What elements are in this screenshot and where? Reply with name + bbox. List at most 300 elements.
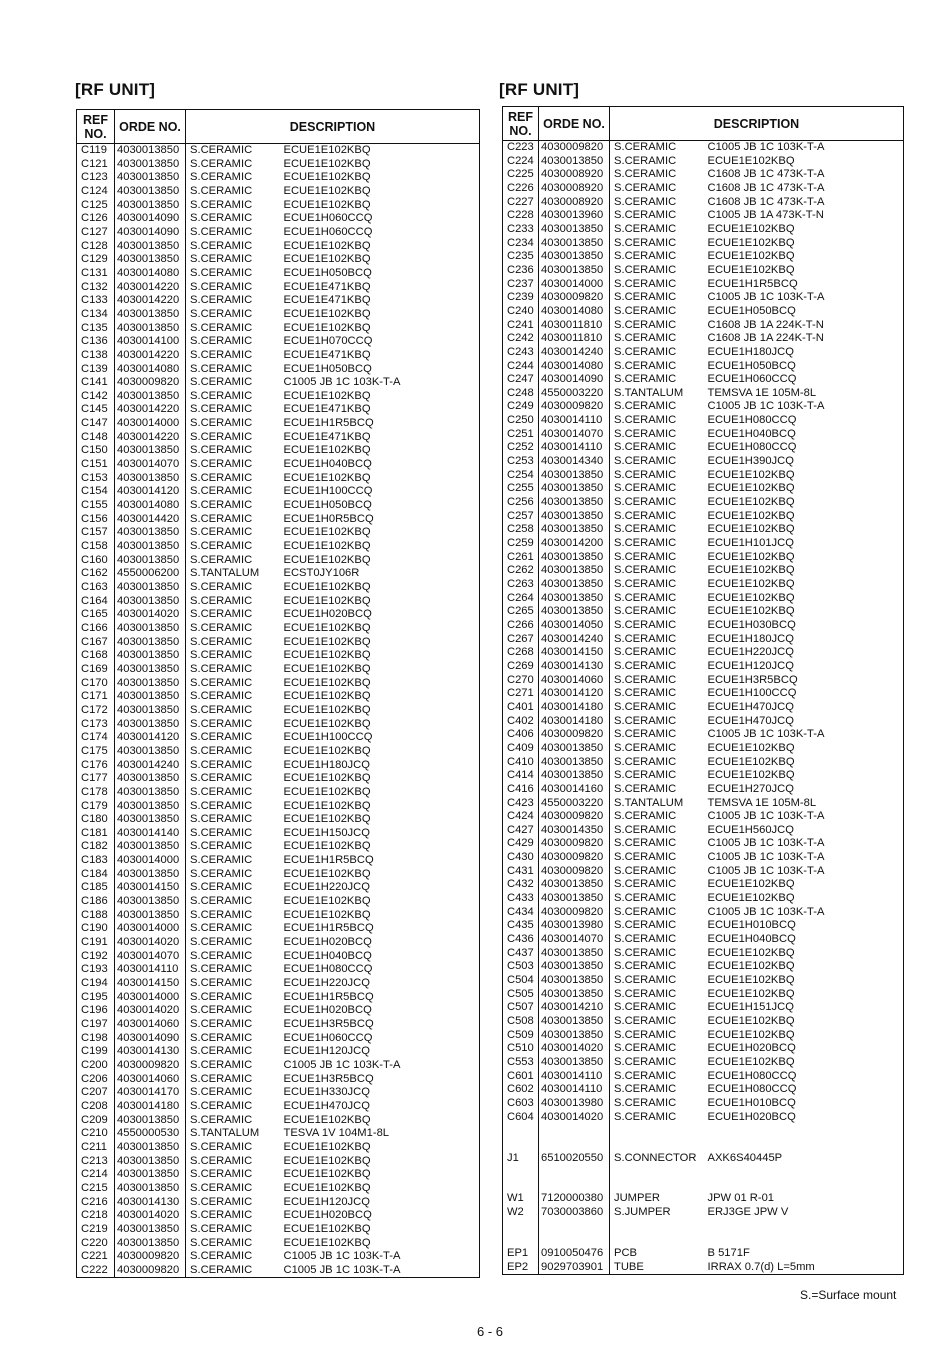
part-type-cell: S.CERAMIC xyxy=(614,864,677,877)
order-no-cell: 4030013850 xyxy=(115,813,186,827)
order-no-cell: 4030014080 xyxy=(539,305,610,319)
order-no-cell xyxy=(539,1220,610,1234)
table-row xyxy=(77,813,480,827)
table-row xyxy=(77,567,480,581)
description-cell: ECUE1E102KBQ xyxy=(283,621,371,634)
order-no-cell: 4550000530 xyxy=(115,1127,186,1141)
order-no-cell: 4030014180 xyxy=(539,715,610,729)
part-type-cell: S.CERAMIC xyxy=(190,1263,253,1276)
description-cell: ECUE1H050BCQ xyxy=(283,266,372,279)
table-row xyxy=(503,633,904,647)
ref-no-cell: C125 xyxy=(77,199,115,213)
order-no-cell: 4030013850 xyxy=(115,171,186,185)
order-no-cell: 4030013850 xyxy=(115,185,186,199)
ref-no-cell: C242 xyxy=(503,332,539,346)
part-type-cell: S.CERAMIC xyxy=(190,171,253,184)
ref-no-cell: C197 xyxy=(77,1018,115,1032)
part-type-cell: S.CERAMIC xyxy=(614,332,677,345)
part-type-cell: S.CERAMIC xyxy=(190,936,253,949)
ref-no-cell: C186 xyxy=(77,895,115,909)
ref-no-cell: C207 xyxy=(77,1086,115,1100)
table-row xyxy=(77,335,480,349)
description-cell: ECUE1H220JCQ xyxy=(707,646,794,659)
description-cell: ECUE1H560JCQ xyxy=(707,823,794,836)
table-row xyxy=(77,458,480,472)
ref-no-cell: C136 xyxy=(77,335,115,349)
order-no-cell: 4030014090 xyxy=(115,212,186,226)
ref-no-cell: C211 xyxy=(77,1141,115,1155)
table-row xyxy=(77,1073,480,1087)
order-no-cell: 4030014120 xyxy=(115,731,186,745)
table-row xyxy=(503,1029,904,1043)
order-no-cell: 4030013850 xyxy=(115,649,186,663)
table-row xyxy=(77,144,480,158)
description-cell: ECUE1H060CCQ xyxy=(707,373,797,386)
part-type-cell: S.CERAMIC xyxy=(614,181,677,194)
description-cell xyxy=(704,1220,904,1234)
table-row xyxy=(77,1059,480,1073)
table-row xyxy=(503,728,904,742)
description-cell: ECUE1H020BCQ xyxy=(707,1110,796,1123)
table-row xyxy=(503,141,904,155)
table-row xyxy=(503,346,904,360)
table-row xyxy=(503,919,904,933)
description-cell: ERJ3GE JPW V xyxy=(707,1206,789,1219)
part-type-cell: S.CERAMIC xyxy=(614,550,677,563)
ref-no-cell: C553 xyxy=(503,1056,539,1070)
order-no-cell: 4030009820 xyxy=(539,141,610,155)
ref-no-cell xyxy=(503,1138,539,1152)
table-row xyxy=(77,991,480,1005)
ref-no-cell: C171 xyxy=(77,690,115,704)
description-cell: ECUE1E102KBQ xyxy=(707,1015,795,1027)
table-row xyxy=(503,428,904,442)
ref-no-cell: C225 xyxy=(503,168,539,182)
right-section-title: [RF UNIT] xyxy=(499,80,580,99)
order-no-cell: 4030014110 xyxy=(539,414,610,428)
description-cell: ECUE1E102KBQ xyxy=(283,1140,371,1153)
order-no-cell: 4030014220 xyxy=(115,281,186,295)
description-cell: C1608 JB 1A 224K-T-N xyxy=(707,332,824,345)
part-type-cell: S.CERAMIC xyxy=(614,209,677,222)
description-cell: ECUE1H080CCQ xyxy=(283,963,373,976)
table-row xyxy=(77,1018,480,1032)
part-type-cell: S.CERAMIC xyxy=(190,1168,253,1181)
table-row xyxy=(503,1206,904,1220)
table-row xyxy=(77,322,480,336)
table-row xyxy=(77,540,480,554)
description-cell: C1005 JB 1A 473K-T-N xyxy=(707,209,824,222)
part-type-cell: S.CERAMIC xyxy=(614,482,677,495)
description-cell: ECUE1H040BCQ xyxy=(707,933,796,946)
order-no-cell: 4030014120 xyxy=(115,485,186,499)
table-row xyxy=(503,1247,904,1261)
ref-no-cell: C176 xyxy=(77,759,115,773)
description-cell: ECUE1E471KBQ xyxy=(283,280,371,293)
part-type-cell: S.CERAMIC xyxy=(614,673,677,686)
order-no-cell: 4030014090 xyxy=(115,1032,186,1046)
order-no-cell: 4030008920 xyxy=(539,168,610,182)
table-row xyxy=(77,1004,480,1018)
description-cell: ECUE1E102KBQ xyxy=(283,840,371,853)
part-type-cell: S.CERAMIC xyxy=(190,499,253,512)
order-no-cell xyxy=(539,1124,610,1138)
table-row xyxy=(503,400,904,414)
table-row xyxy=(503,155,904,169)
part-type-cell: S.CERAMIC xyxy=(190,703,253,716)
part-type-cell: S.CERAMIC xyxy=(614,933,677,946)
ref-no-cell: C252 xyxy=(503,441,539,455)
ref-no-cell: C508 xyxy=(503,1015,539,1029)
description-cell: ECUE1H180JCQ xyxy=(283,758,370,771)
order-no-cell: 4030014020 xyxy=(539,1111,610,1125)
part-type-cell: S.CERAMIC xyxy=(190,881,253,894)
description-cell: ECUE1E102KBQ xyxy=(283,635,371,648)
table-row xyxy=(77,690,480,704)
ref-no-cell: C256 xyxy=(503,496,539,510)
order-no-cell: 4030013850 xyxy=(115,554,186,568)
order-no-cell: 4030014080 xyxy=(115,363,186,377)
table-row xyxy=(503,1138,904,1152)
description-cell: ECUE1H080CCQ xyxy=(707,1083,797,1096)
description-cell: ECUE1E102KBQ xyxy=(707,222,795,235)
description-cell: ECUE1H390JCQ xyxy=(707,455,794,468)
table-row xyxy=(503,619,904,633)
description-cell: ECST0JY106R xyxy=(283,567,360,580)
ref-no-cell: C247 xyxy=(503,373,539,387)
order-no-cell: 4030013850 xyxy=(115,690,186,704)
description-cell: ECUE1E102KBQ xyxy=(283,1236,371,1249)
ref-no-cell: C126 xyxy=(77,212,115,226)
table-row xyxy=(503,237,904,251)
ref-no-header: REF NO. xyxy=(503,107,539,141)
description-cell: ECUE1E102KBQ xyxy=(283,144,371,156)
part-type-cell: S.CERAMIC xyxy=(614,318,677,331)
ref-no-cell: C157 xyxy=(77,526,115,540)
ref-no-cell: C170 xyxy=(77,677,115,691)
part-type-cell: S.CERAMIC xyxy=(190,403,253,416)
order-no-cell xyxy=(539,1138,610,1152)
part-type-cell: S.CERAMIC xyxy=(190,157,253,170)
table-row xyxy=(77,895,480,909)
part-type-cell: S.TANTALUM xyxy=(190,1127,260,1140)
order-no-cell: 4030013850 xyxy=(115,622,186,636)
part-type-cell: S.CERAMIC xyxy=(190,266,253,279)
order-no-cell: 4030013850 xyxy=(539,769,610,783)
part-type-cell: S.CERAMIC xyxy=(190,608,253,621)
table-row xyxy=(503,1179,904,1193)
order-no-cell: 4030013850 xyxy=(539,237,610,251)
order-no-cell: 4030014150 xyxy=(539,646,610,660)
order-no-cell: 4030011810 xyxy=(539,332,610,346)
order-no-cell: 4030014180 xyxy=(539,701,610,715)
description-cell: ECUE1E102KBQ xyxy=(283,321,371,334)
order-no-cell: 4030014060 xyxy=(115,1018,186,1032)
part-type-cell: S.CERAMIC xyxy=(614,782,677,795)
description-cell: ECUE1H100CCQ xyxy=(283,485,373,498)
order-no-cell: 4030014110 xyxy=(539,1070,610,1084)
description-cell: C1005 JB 1C 103K-T-A xyxy=(283,1250,401,1263)
part-type-cell: S.CERAMIC xyxy=(190,1209,253,1222)
part-type-cell: S.CERAMIC xyxy=(614,987,677,1000)
description-cell: TEMSVA 1E 105M-8L xyxy=(707,386,817,399)
description-cell: ECUE1E102KBQ xyxy=(707,974,795,987)
ref-no-cell: C158 xyxy=(77,540,115,554)
table-row xyxy=(77,622,480,636)
order-no-cell: 4030014000 xyxy=(115,854,186,868)
order-no-cell: 4030013850 xyxy=(115,322,186,336)
order-no-cell: 4030009820 xyxy=(115,376,186,390)
order-no-cell: 4030013850 xyxy=(539,1029,610,1043)
ref-no-cell: C184 xyxy=(77,868,115,882)
order-no-cell: 4030014180 xyxy=(115,1100,186,1114)
part-type-cell: S.CERAMIC xyxy=(190,512,253,525)
table-row xyxy=(77,800,480,814)
description-cell: C1608 JB 1C 473K-T-A xyxy=(707,195,825,208)
part-type-cell: S.CERAMIC xyxy=(614,236,677,249)
ref-no-cell: C436 xyxy=(503,933,539,947)
part-type-cell: S.CERAMIC xyxy=(614,892,677,905)
ref-no-cell: C208 xyxy=(77,1100,115,1114)
part-type-cell: S.CERAMIC xyxy=(614,878,677,891)
order-no-cell: 4030013980 xyxy=(539,919,610,933)
ref-no-cell: C163 xyxy=(77,581,115,595)
table-row xyxy=(503,1070,904,1084)
ref-no-cell: C431 xyxy=(503,865,539,879)
part-type-cell xyxy=(610,1179,704,1193)
table-row xyxy=(503,1083,904,1097)
ref-no-cell: C209 xyxy=(77,1114,115,1128)
order-no-cell: 4030014240 xyxy=(539,346,610,360)
description-cell xyxy=(704,1165,904,1179)
order-no-cell: 4030014060 xyxy=(115,1073,186,1087)
part-type-cell: S.CERAMIC xyxy=(614,659,677,672)
table-row xyxy=(503,441,904,455)
description-cell: ECUE1H020BCQ xyxy=(283,1004,372,1017)
description-cell: ECUE1H080CCQ xyxy=(707,414,797,427)
part-type-cell: S.CERAMIC xyxy=(190,977,253,990)
order-no-cell: 4030009820 xyxy=(115,1250,186,1264)
table-row xyxy=(77,1223,480,1237)
description-cell: ECUE1H120JCQ xyxy=(283,1045,370,1058)
table-row xyxy=(77,1155,480,1169)
part-type-cell: S.CERAMIC xyxy=(614,400,677,413)
table-row xyxy=(77,1114,480,1128)
description-cell: ECUE1H1R5BCQ xyxy=(283,990,374,1003)
part-type-cell: S.CERAMIC xyxy=(190,662,253,675)
part-type-cell: S.CERAMIC xyxy=(614,769,677,782)
table-row xyxy=(503,360,904,374)
order-no-cell: 4030013850 xyxy=(115,840,186,854)
order-no-cell: 4030013850 xyxy=(539,742,610,756)
order-no-cell: 4030013850 xyxy=(539,510,610,524)
ref-no-cell: C604 xyxy=(503,1111,539,1125)
ref-no-cell: C507 xyxy=(503,1001,539,1015)
description-cell: ECUE1E102KBQ xyxy=(283,799,371,812)
table-row xyxy=(503,674,904,688)
ref-no-cell: C183 xyxy=(77,854,115,868)
part-type-cell: S.CERAMIC xyxy=(614,823,677,836)
ref-no-cell: C127 xyxy=(77,226,115,240)
table-row xyxy=(503,523,904,537)
order-no-cell: 4030014110 xyxy=(539,441,610,455)
ref-no-cell: J1 xyxy=(503,1152,539,1166)
description-cell: ECUE1E102KBQ xyxy=(707,892,795,905)
description-header: DESCRIPTION xyxy=(610,107,904,141)
part-type-cell: S.CERAMIC xyxy=(614,1069,677,1082)
part-type-cell: S.CERAMIC xyxy=(614,496,677,509)
order-no-cell: 4030013850 xyxy=(539,1056,610,1070)
part-type-cell xyxy=(610,1233,704,1247)
description-cell: ECUE1E102KBQ xyxy=(283,772,371,785)
order-no-cell: 4030014200 xyxy=(539,537,610,551)
ref-no-cell: C432 xyxy=(503,878,539,892)
description-cell: ECUE1E102KBQ xyxy=(283,307,371,320)
part-type-cell: S.CERAMIC xyxy=(614,687,677,700)
ref-no-cell: C227 xyxy=(503,196,539,210)
description-cell xyxy=(704,1124,904,1138)
ref-no-cell: C218 xyxy=(77,1209,115,1223)
description-cell: TESVA 1V 104M1-8L xyxy=(283,1127,390,1140)
order-no-cell: 4030009820 xyxy=(539,865,610,879)
ref-no-cell: C406 xyxy=(503,728,539,742)
table-row xyxy=(503,906,904,920)
description-cell: ECUE1E102KBQ xyxy=(707,578,795,590)
description-cell: ECUE1E102KBQ xyxy=(283,1154,371,1167)
part-type-cell: S.CERAMIC xyxy=(614,728,677,741)
description-cell: ECUE1E471KBQ xyxy=(283,430,371,443)
description-cell: ECUE1E102KBQ xyxy=(707,769,795,782)
description-cell: ECUE1H020BCQ xyxy=(707,1042,796,1055)
description-cell: ECUE1E102KBQ xyxy=(707,550,795,563)
ref-no-cell: C401 xyxy=(503,701,539,715)
order-no-cell: 4030014060 xyxy=(539,674,610,688)
part-type-cell: S.CERAMIC xyxy=(190,1154,253,1167)
order-no-cell: 4030013850 xyxy=(539,605,610,619)
ref-no-cell: C141 xyxy=(77,376,115,390)
description-cell: ECUE1E102KBQ xyxy=(707,468,795,481)
part-type-cell: S.CERAMIC xyxy=(190,963,253,976)
part-type-cell: S.CERAMIC xyxy=(190,553,253,566)
order-no-cell: 4030013850 xyxy=(539,974,610,988)
description-cell: ECUE1E102KBQ xyxy=(283,526,371,539)
table-row xyxy=(77,608,480,622)
order-no-cell: 4550003220 xyxy=(539,797,610,811)
ref-no-cell: C128 xyxy=(77,240,115,254)
ref-no-cell: C131 xyxy=(77,267,115,281)
order-no-cell: 4030014070 xyxy=(539,428,610,442)
description-cell: ECUE1E102KBQ xyxy=(283,171,371,184)
order-no-cell: 4030013850 xyxy=(539,469,610,483)
order-no-cell: 7120000380 xyxy=(539,1192,610,1206)
ref-no-cell: C193 xyxy=(77,963,115,977)
description-cell: ECUE1H470JCQ xyxy=(283,1099,370,1112)
table-row xyxy=(503,715,904,729)
table-row xyxy=(77,403,480,417)
part-type-cell: S.CERAMIC xyxy=(190,895,253,908)
ref-no-cell: C224 xyxy=(503,155,539,169)
description-cell: ECUE1H060CCQ xyxy=(283,1031,373,1044)
part-type-cell: S.CERAMIC xyxy=(190,198,253,211)
ref-no-cell xyxy=(503,1179,539,1193)
part-type-cell: S.CERAMIC xyxy=(614,359,677,372)
ref-no-cell: C132 xyxy=(77,281,115,295)
description-cell: ECUE1E102KBQ xyxy=(283,1181,371,1194)
description-cell: ECUE1E102KBQ xyxy=(283,1113,371,1126)
table-row xyxy=(77,881,480,895)
order-no-cell: 4030013850 xyxy=(115,800,186,814)
ref-no-cell: C138 xyxy=(77,349,115,363)
order-no-cell: 4030014000 xyxy=(115,922,186,936)
part-type-cell: S.CERAMIC xyxy=(614,605,677,618)
ref-no-cell: C601 xyxy=(503,1070,539,1084)
table-row xyxy=(503,947,904,961)
ref-no-cell: C199 xyxy=(77,1045,115,1059)
ref-no-cell: C180 xyxy=(77,813,115,827)
description-cell: C1608 JB 1A 224K-T-N xyxy=(707,318,824,331)
ref-no-cell: C155 xyxy=(77,499,115,513)
part-type-cell: S.CERAMIC xyxy=(190,649,253,662)
ref-no-cell: C195 xyxy=(77,991,115,1005)
table-row xyxy=(503,387,904,401)
part-type-cell: S.CERAMIC xyxy=(614,1015,677,1027)
order-no-cell: 4030014240 xyxy=(115,759,186,773)
table-row xyxy=(503,209,904,223)
table-row xyxy=(77,950,480,964)
part-type-cell: S.CERAMIC xyxy=(190,1058,253,1071)
description-cell: ECUE1H120JCQ xyxy=(283,1195,370,1208)
part-type-cell: S.CERAMIC xyxy=(614,263,677,276)
order-no-cell: 4030014000 xyxy=(115,417,186,431)
part-type-cell: S.CERAMIC xyxy=(614,441,677,454)
order-no-cell: 4030009820 xyxy=(539,851,610,865)
table-row xyxy=(503,496,904,510)
ref-no-cell: C423 xyxy=(503,797,539,811)
ref-no-cell: C190 xyxy=(77,922,115,936)
table-row xyxy=(77,199,480,213)
ref-no-cell: EP2 xyxy=(503,1261,539,1275)
table-row xyxy=(503,482,904,496)
ref-no-cell: C121 xyxy=(77,158,115,172)
ref-no-cell: C509 xyxy=(503,1029,539,1043)
table-row xyxy=(77,376,480,390)
description-cell: ECUE1H1R5BCQ xyxy=(283,417,374,430)
ref-no-cell: C270 xyxy=(503,674,539,688)
order-no-cell: 4030014090 xyxy=(539,373,610,387)
ref-no-cell xyxy=(503,1165,539,1179)
description-cell: ECUE1E102KBQ xyxy=(283,662,371,675)
part-type-cell: S.CERAMIC xyxy=(614,851,677,864)
description-cell: ECUE1E102KBQ xyxy=(283,540,371,553)
description-cell: ECUE1E102KBQ xyxy=(283,676,371,689)
table-row xyxy=(77,1141,480,1155)
description-cell: ECUE1E102KBQ xyxy=(283,867,371,880)
ref-no-cell: C259 xyxy=(503,537,539,551)
table-row xyxy=(503,469,904,483)
table-row xyxy=(503,660,904,674)
part-type-cell: S.CERAMIC xyxy=(190,731,253,744)
part-type-cell: S.CERAMIC xyxy=(190,485,253,498)
ref-no-cell: C258 xyxy=(503,523,539,537)
table-row xyxy=(503,1233,904,1247)
description-cell: ECUE1E102KBQ xyxy=(283,253,371,266)
order-no-cell: 4030014020 xyxy=(539,1042,610,1056)
part-type-cell xyxy=(610,1138,704,1152)
ref-no-cell: C133 xyxy=(77,294,115,308)
description-cell: C1005 JB 1C 103K-T-A xyxy=(707,905,825,918)
order-no-cell: 4030014090 xyxy=(115,226,186,240)
description-cell: ECUE1H050BCQ xyxy=(283,362,372,375)
